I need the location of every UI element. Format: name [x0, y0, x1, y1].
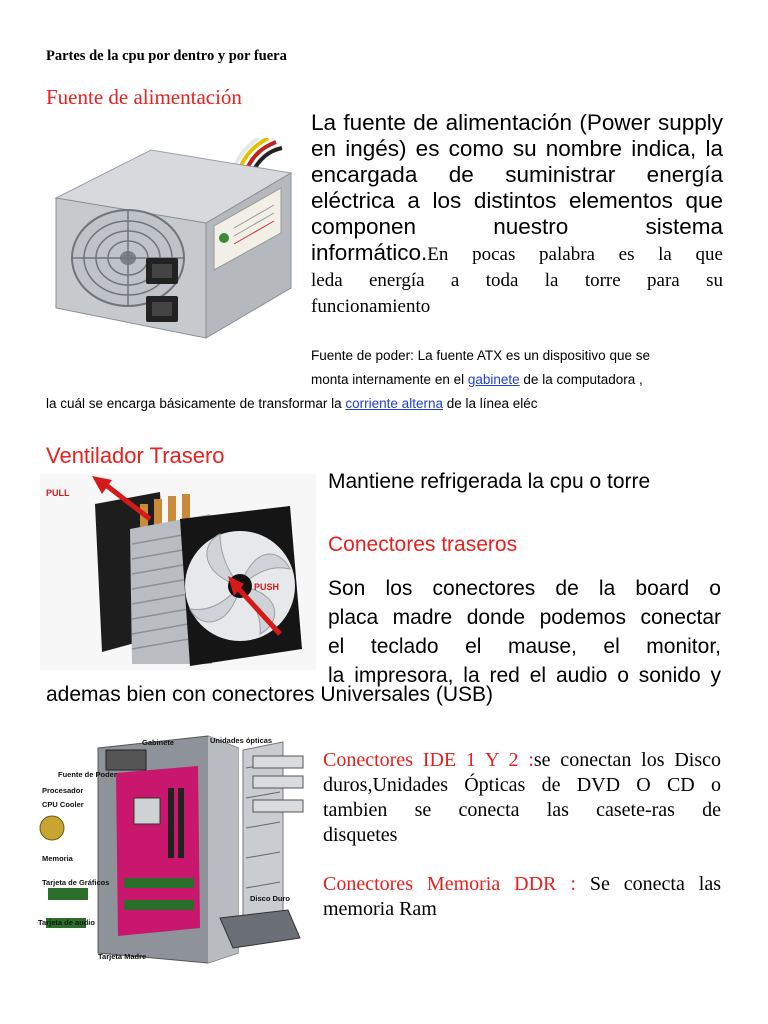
label-unidades-opticas: Unidades ópticas [210, 736, 273, 745]
traseros-description [328, 574, 721, 690]
label-cpu-cooler: CPU Cooler [42, 800, 84, 809]
computer-tower-image [38, 728, 310, 964]
fuente-line-8: funcionamiento [311, 296, 431, 317]
fuente-line-6-b: En pocas palabra es la que [427, 244, 723, 265]
corriente-alterna-link[interactable]: corriente alterna [345, 396, 443, 411]
fuente-line-6-a: informático. [311, 240, 428, 265]
label-tarjeta-graficos: Tarjeta de Gráficos [42, 878, 110, 887]
gabinete-link[interactable]: gabinete [467, 372, 520, 387]
label-tarjeta-madre: Tarjeta Madre [98, 952, 147, 961]
pull-label: PULL [46, 488, 70, 498]
label-procesador: Procesador [42, 786, 84, 795]
ddr-heading: Conectores Memoria DDR : [323, 873, 590, 895]
ventilador-description: Mantiene refrigerada la cpu o torre [328, 470, 651, 493]
traseros-line-3: el teclado el mause, el monitor, [328, 635, 721, 658]
ide-description [323, 748, 721, 848]
fuente-line-7: leda energía a toda la torre para su [311, 270, 723, 291]
ddr-line-1-text: Se conecta las [589, 873, 721, 895]
ide-line-1-text: se conectan los Disco [533, 749, 721, 771]
fuente-line-5: componen nuestro sistema [311, 214, 723, 239]
heading-fuente: Fuente de alimentación [46, 85, 242, 109]
ide-line-4: disquetes [323, 824, 398, 846]
fuente-line-6 [311, 240, 723, 268]
ddr-description [323, 872, 721, 922]
heading-traseros: Conectores traseros [328, 533, 518, 556]
label-memoria: Memoria [42, 854, 73, 863]
traseros-line-5: ademas bien con conectores Universales (USB) [46, 683, 494, 706]
fuente-line-4: eléctrica a los distintos elementos que [311, 188, 723, 213]
ide-heading: Conectores IDE 1 Y 2 : [323, 749, 534, 771]
label-gabinete: Gabinete [142, 738, 175, 747]
traseros-line-4: la impresora, la red el audio o sonido y [328, 664, 721, 687]
fuente-line-1: La fuente de alimentación (Power supply [311, 110, 723, 135]
note-line-1: Fuente de poder: La fuente ATX es un dispositivo que se [311, 348, 650, 363]
traseros-line-2: placa madre donde podemos conectar [328, 606, 721, 629]
ide-line-3: tambien se conecta las casete-ras de [323, 799, 721, 821]
fuente-description [311, 110, 723, 320]
cpu-cooler-image [40, 474, 316, 670]
power-supply-image [46, 138, 298, 343]
ddr-line-2: memoria Ram [323, 898, 437, 920]
fuente-line-3: encargada de suministrar energía [311, 162, 723, 187]
traseros-line-1: Son los conectores de la board o [328, 577, 721, 600]
label-fuente-de-poder: Fuente de Poder [58, 770, 117, 779]
heading-ventilador: Ventilador Trasero [46, 443, 225, 468]
fuente-note [311, 344, 731, 392]
label-disco-duro: Disco Duro [250, 894, 291, 903]
label-tarjeta-audio: Tarjeta de audio [38, 918, 95, 927]
note-line-3-b: de la línea eléc [442, 396, 538, 411]
note-line-3 [46, 392, 746, 416]
ide-line-2: duros,Unidades Ópticas de DVD O CD o [323, 774, 721, 796]
ddr-line-1 [323, 872, 721, 897]
note-line-2-b: de la computadora , [519, 372, 643, 387]
push-label: PUSH [254, 582, 280, 592]
note-line-3-a: la cuál se encarga básicamente de transformar la [46, 396, 346, 411]
note-line-2-a: monta internamente en el [311, 372, 468, 387]
note-line-2 [311, 368, 731, 392]
ide-line-1 [323, 748, 721, 773]
page-title: Partes de la cpu por dentro y por fuera [46, 48, 287, 64]
fuente-line-2: en ingés) es como su nombre indica, la [311, 136, 723, 161]
